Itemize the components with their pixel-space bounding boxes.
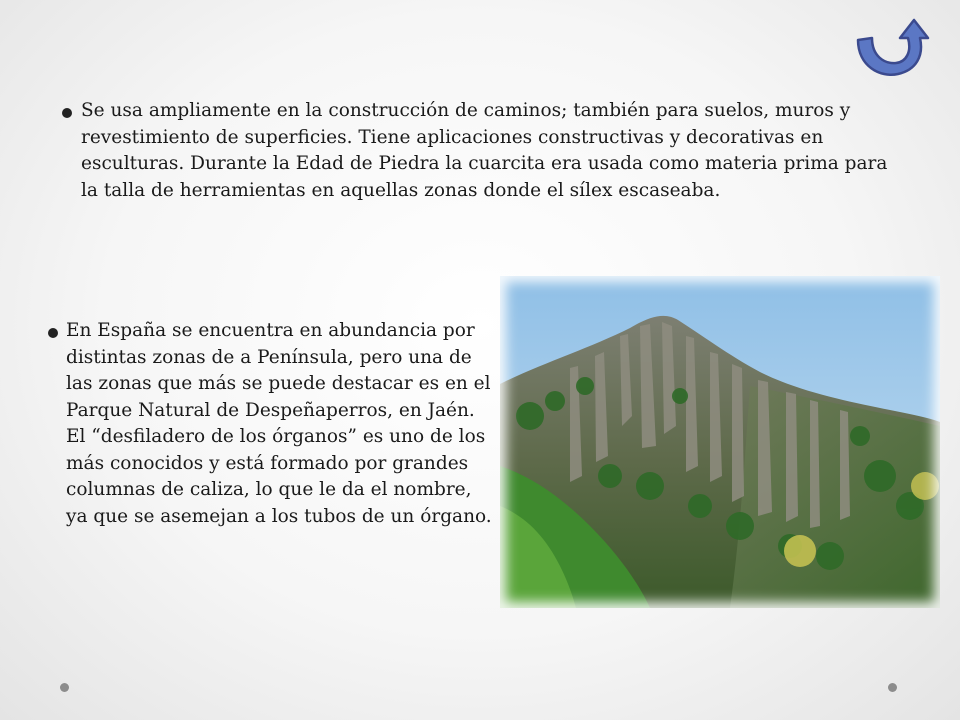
bullet-dot xyxy=(48,328,58,338)
mountain-rock-columns-photo xyxy=(500,276,940,608)
return-button[interactable] xyxy=(850,18,930,80)
decorative-dot-left xyxy=(60,683,69,692)
bullet-paragraph-uses xyxy=(62,98,892,204)
bullet-text: En España se encuentra en abundancia por distintas zonas de a Península, pero una de las zonas que más se puede destacar es en el Parque Natural de Despeñaperros, en Jaén. El “desfiladero de los órganos” es uno de los más conocidos y está formado por grandes columnas de caliza, lo que le da el nombre, ya que se asemejan a los tubos de un órgano. xyxy=(66,320,492,527)
bullet-paragraph-spain xyxy=(48,318,493,530)
flowering-shrub xyxy=(784,535,816,567)
bullet-dot xyxy=(62,108,72,118)
decorative-dot-right xyxy=(888,683,897,692)
photo-illustration xyxy=(500,276,940,608)
bullet-text: Se usa ampliamente en la construcción de caminos; también para suelos, muros y revestimiento de superficies. Tiene aplicaciones constructivas y decorativas en esculturas. Durante la Edad de Piedra la cuarcita era usada como materia prima para la talla de herramientas en aquellas zonas donde el sílex escaseaba. xyxy=(81,100,888,201)
return-arrow-icon xyxy=(850,18,930,80)
flowering-shrub xyxy=(911,472,939,500)
